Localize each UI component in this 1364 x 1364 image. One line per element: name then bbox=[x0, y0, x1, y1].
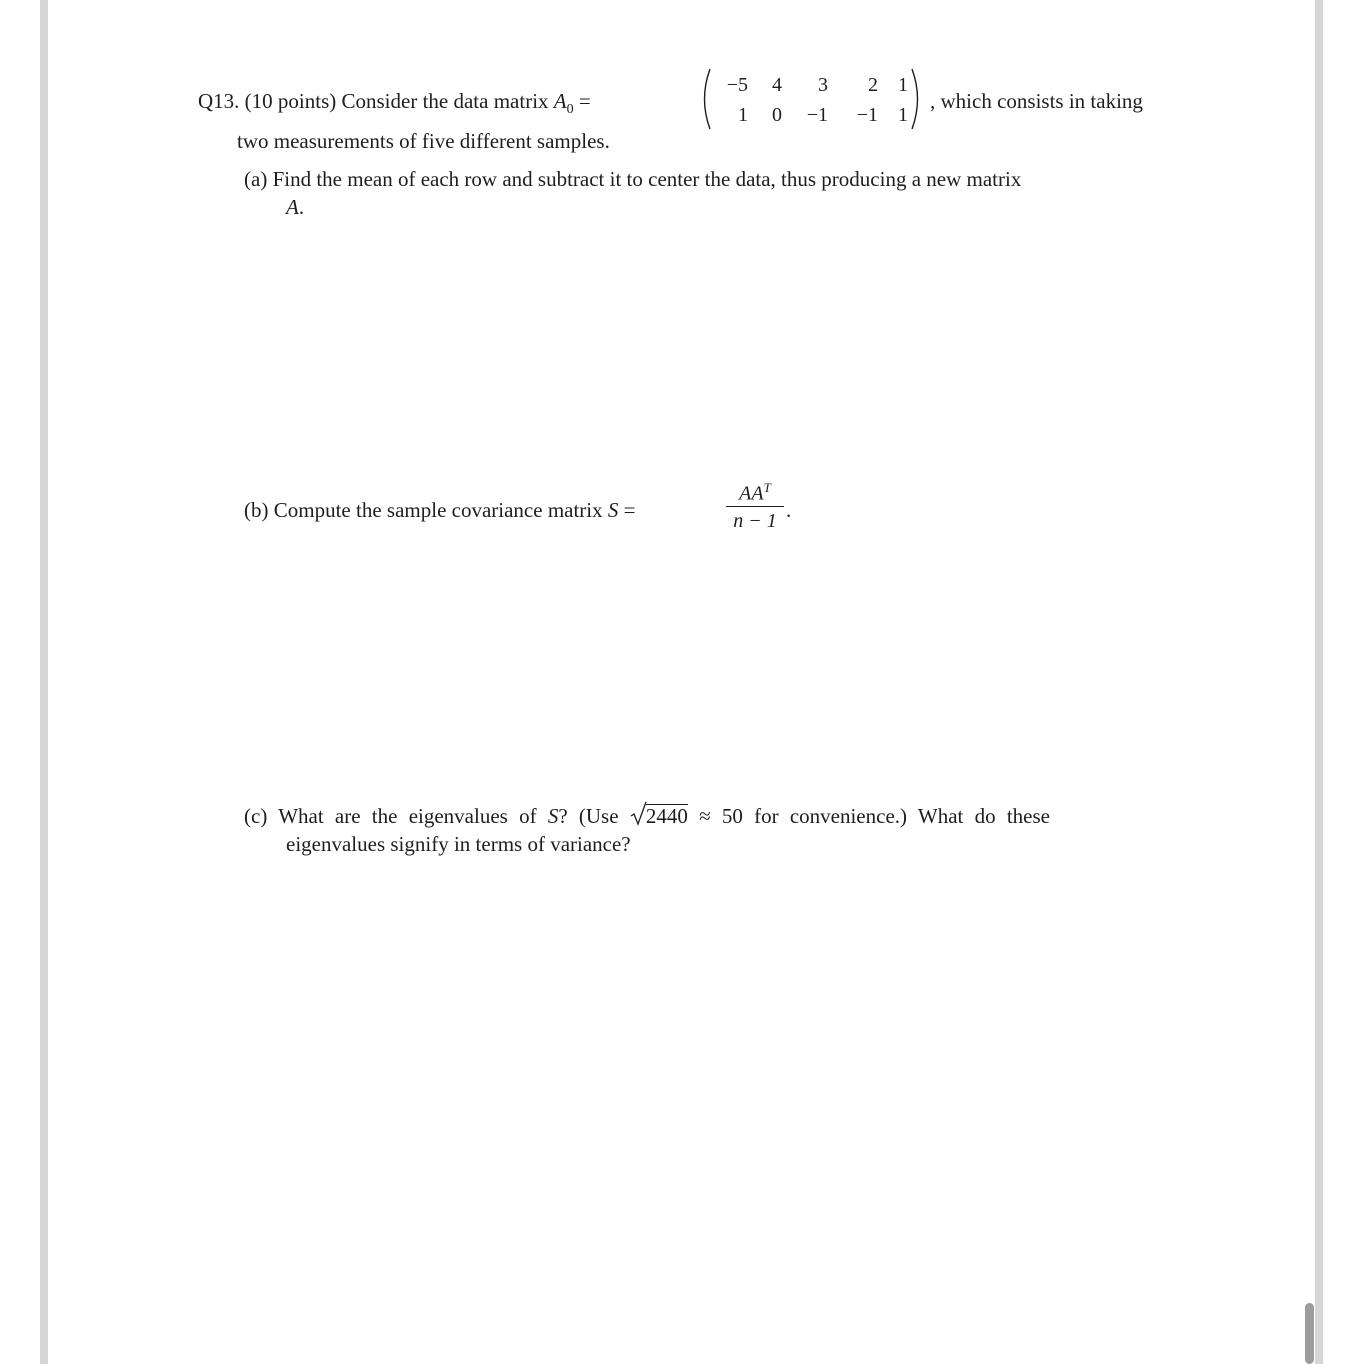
right-paren-icon bbox=[910, 68, 924, 130]
matrix-cell: 1 bbox=[898, 104, 908, 126]
fraction-bar bbox=[726, 506, 784, 507]
part-a bbox=[244, 167, 1021, 192]
question-line2: two measurements of five different samples. bbox=[237, 129, 610, 153]
part-a-end: . bbox=[298, 195, 305, 219]
question-header bbox=[198, 89, 591, 118]
part-c-line2: eigenvalues signify in terms of variance? bbox=[286, 832, 631, 856]
left-paren-icon bbox=[698, 68, 712, 130]
numerator-text: AA bbox=[739, 482, 764, 505]
question-intro: Consider the data matrix bbox=[341, 89, 549, 113]
question-label: Q13. bbox=[198, 89, 240, 113]
covariance-fraction bbox=[726, 480, 784, 533]
part-b-label: (b) bbox=[244, 498, 269, 522]
matrix-cell: 0 bbox=[772, 104, 782, 126]
part-c-text-c: ≈ 50 for convenience.) What do these bbox=[699, 804, 1051, 828]
numerator-sup: T bbox=[763, 480, 771, 495]
matrix-cell: 1 bbox=[738, 104, 748, 126]
scrollbar-thumb[interactable] bbox=[1305, 1303, 1314, 1364]
matrix-cell: 1 bbox=[898, 74, 908, 96]
question-after-matrix: , which consists in taking bbox=[930, 89, 1143, 113]
part-a-label: (a) bbox=[244, 167, 268, 191]
matrix-cell: 2 bbox=[868, 74, 878, 96]
matrix-cell: −1 bbox=[856, 104, 878, 126]
part-c-label: (c) bbox=[244, 804, 268, 828]
data-matrix bbox=[698, 68, 924, 130]
part-a-line2 bbox=[286, 195, 304, 220]
matrix-name: A bbox=[553, 89, 567, 113]
sqrt-expression bbox=[630, 804, 688, 829]
fraction-denominator: n − 1 bbox=[733, 510, 777, 532]
page-edge-left bbox=[40, 0, 48, 1364]
matrix-cell: 3 bbox=[818, 74, 828, 96]
part-a-var: A bbox=[286, 195, 299, 219]
matrix-cell: −5 bbox=[726, 74, 748, 96]
matrix-cell: −1 bbox=[806, 104, 828, 126]
part-b-text: Compute the sample covariance matrix bbox=[273, 498, 603, 522]
pdf-page bbox=[48, 0, 1315, 1364]
page-edge-right bbox=[1315, 0, 1323, 1364]
matrix-equals: = bbox=[578, 89, 591, 113]
part-b-end: . bbox=[786, 498, 792, 522]
part-b-equals: = bbox=[623, 498, 636, 522]
part-b bbox=[244, 498, 635, 523]
sqrt-radicand: 2440 bbox=[645, 804, 688, 828]
matrix-subscript: 0 bbox=[566, 102, 574, 118]
sqrt-icon bbox=[630, 801, 647, 827]
part-c-text-a: What are the eigenvalues of bbox=[278, 804, 537, 828]
part-c-text-b: ? (Use bbox=[558, 804, 619, 828]
matrix-cell: 4 bbox=[772, 74, 782, 96]
question-points: (10 points) bbox=[244, 89, 337, 113]
fraction-numerator bbox=[726, 480, 784, 504]
part-b-var: S bbox=[607, 498, 619, 522]
part-c bbox=[244, 804, 1050, 829]
part-a-text: Find the mean of each row and subtract it to center the data, thus producing a new matrix bbox=[272, 167, 1022, 191]
part-c-var: S bbox=[547, 804, 559, 828]
